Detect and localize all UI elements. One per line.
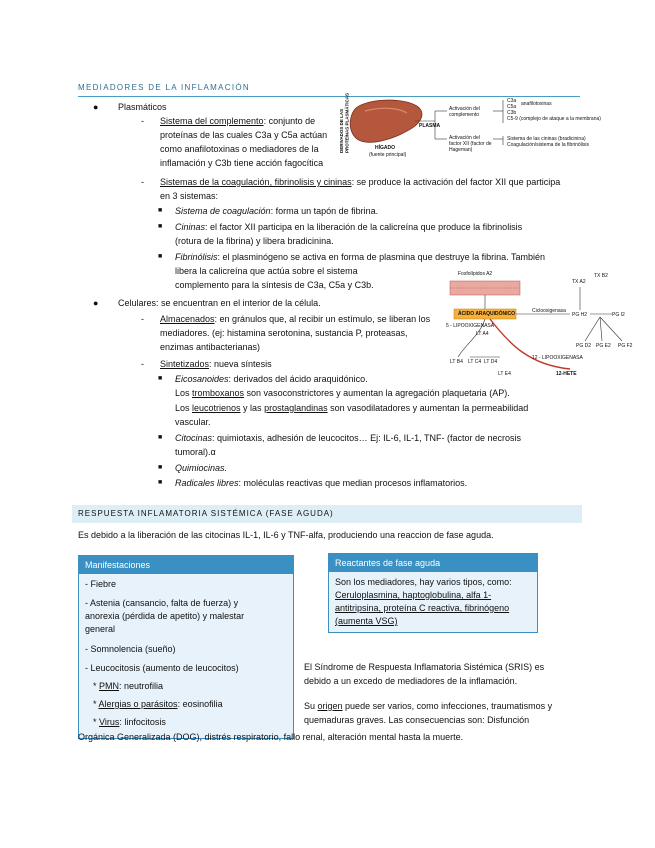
prosta-text: son vasodilatadores y aumentan la permeabilidad <box>327 403 529 413</box>
bullet-dot: ● <box>93 298 99 308</box>
sub1-text: : forma un tapón de fibrina. <box>270 206 379 216</box>
fig2-pgf2: PG F2 <box>618 343 633 349</box>
sint-line <box>160 358 272 371</box>
sris-line1: El Síndrome de Respuesta Inflamatoria Sistémica (SRIS) es <box>304 662 545 672</box>
section-title-respuesta: RESPUESTA INFLAMATORIA SISTÉMICA (FASE AGUDA) <box>72 505 582 523</box>
dash: - <box>141 314 144 324</box>
cito-text: : quimiotaxis, adhesión de leucocitos… Ej: IL-6, IL-1, TNF- (factor de necrosis <box>212 433 521 443</box>
fig2-lte4: LT E4 <box>498 371 511 377</box>
manif-astenia3: general <box>85 624 116 634</box>
sub2-line2: (rotura de la fibrina) y libera bradicinina. <box>175 236 334 246</box>
dash: - <box>141 359 144 369</box>
cito-label: Citocinas <box>175 433 213 443</box>
fig2-pge2: PG E2 <box>596 343 611 349</box>
leuco-mid: y las <box>240 403 265 413</box>
sub3-line1 <box>175 251 545 264</box>
origen-line3: Orgánica Generalizada (DOG), distrés respiratorio, fallo renal, alteración mental hasta la muerte. <box>78 732 464 742</box>
react-line4 <box>335 615 398 628</box>
fig2-pgi2: PG I2 <box>612 312 625 318</box>
section2-intro: Es debido a la liberación de las citocinas IL-1, IL-6 y TNF-alfa, produciendo una reaccion de fase aguda. <box>78 530 494 540</box>
square-bullet: ■ <box>158 253 163 260</box>
fig2-txa2: TX A2 <box>572 279 586 285</box>
complemento-text: : conjunto de <box>263 116 316 126</box>
manif-leucocitosis: - Leucocitosis (aumento de leucocitos) <box>85 663 239 673</box>
fig2-ltb4: LT B4 <box>450 359 463 365</box>
manifestaciones-body <box>79 574 293 738</box>
alm-line3: enzimas antibacterianas) <box>160 342 261 352</box>
leuco-line <box>175 402 528 415</box>
cito-line1 <box>175 432 521 445</box>
coag-label: Sistemas de la coagulación, fibrinolisis y cininas <box>160 177 352 187</box>
complemento-label: Sistema del complemento <box>160 116 264 126</box>
figure-arachidonic <box>440 265 640 381</box>
react-line2 <box>335 589 491 602</box>
fig2-acido: ÁCIDO ARAQUIDÓNICO <box>458 311 516 317</box>
trombo-pre: Los <box>175 388 193 398</box>
react-line4-text: (aumenta VSG) <box>335 616 398 626</box>
radi-text: : moléculas reactivas que median procesos inflamatorios. <box>238 478 468 488</box>
fig1-c3b: C3b <box>507 110 517 116</box>
complemento-line4: inflamación y C3b tiene acción fagocítica <box>160 158 324 168</box>
fig2-lipo5: 5 - LIPOOXIGENASA <box>446 323 495 329</box>
coag-line1 <box>160 176 560 189</box>
alm-label: Almacenados <box>160 314 215 324</box>
radi-label: Radicales libres <box>175 478 239 488</box>
square-bullet: ■ <box>158 375 163 382</box>
pmn-label: PMN <box>99 681 120 691</box>
fig1-act-comp: Activación del complemento <box>449 106 480 118</box>
sub3-label: Fibrinólisis <box>175 252 218 262</box>
fig2-hete: 12-HETE <box>556 371 577 377</box>
sint-label: Sintetizados <box>160 359 210 369</box>
fig2-lipo12: 12 - LIPOOXIGENASA <box>532 355 583 361</box>
sub2-line1 <box>175 221 522 234</box>
alm-text: : en gránulos que, al recibir un estímulo, se liberan los <box>214 314 431 324</box>
fig2-txb2: TX B2 <box>594 273 608 279</box>
leuco-pre: Los <box>175 403 193 413</box>
coag-text: : se produce la activación del factor XII que participa <box>351 177 561 187</box>
fig1-coag: Coagulación/sistema de la fibrinólisis <box>507 142 589 148</box>
eico-line <box>175 373 368 386</box>
liver-shape <box>350 100 422 142</box>
radi-line <box>175 477 467 490</box>
reactantes-header: Reactantes de fase aguda <box>329 554 537 572</box>
fig1-plasma: PLASMA <box>419 123 441 129</box>
reactantes-body <box>329 572 537 632</box>
leuco-label: leucotrienos <box>192 403 241 413</box>
sub3-line3: complemento para la síntesis de C3a, C5a y C3b. <box>175 280 374 290</box>
dash: - <box>141 116 144 126</box>
react-line2-text: Ceruloplasmina, haptoglobulina, alfa 1- <box>335 590 492 600</box>
square-bullet: ■ <box>158 223 163 230</box>
fig1-higado: HÍGADO <box>375 145 395 151</box>
manif-alergias: * Alergias o parásitos: eosinofilia <box>93 699 223 709</box>
fig2-pgd2: PG D2 <box>576 343 592 349</box>
pmn-text: : neutrofilia <box>119 681 164 691</box>
sub2-label: Cininas <box>175 222 206 232</box>
square-bullet: ■ <box>158 207 163 214</box>
manif-astenia2: anorexia (pérdida de apetito) y malestar <box>85 611 245 621</box>
sub3-text: : el plasminógeno se activa en forma de plasmina que destruye la fibrina. También <box>217 252 546 262</box>
alergias-text: : eosinofilia <box>177 699 223 709</box>
manifestaciones-header: Manifestaciones <box>79 556 293 574</box>
square-bullet: ■ <box>158 464 163 471</box>
label-plasmaticos: Plasmáticos <box>118 102 167 112</box>
fig1-c3a: C3a <box>507 98 517 104</box>
square-bullet: ■ <box>158 479 163 486</box>
fig2-ltd4: LT D4 <box>484 359 498 365</box>
fig2-lta4: LT A4 <box>476 331 489 337</box>
cito-line2: tumoral).α <box>175 447 216 457</box>
manifestaciones-box <box>78 555 294 739</box>
trombo-label: tromboxanos <box>192 388 245 398</box>
origen-pre: Su <box>304 701 318 711</box>
vascular-line: vascular. <box>175 417 211 427</box>
coag-line2: en 3 sistemas: <box>160 191 219 201</box>
fig2-ltc4: LT C4 <box>468 359 482 365</box>
react-line3-text: antitripsina, proteína C reactiva, fibrinógeno <box>335 603 510 613</box>
square-bullet: ■ <box>158 434 163 441</box>
dash: - <box>141 177 144 187</box>
figure-plasma-proteins <box>335 92 601 165</box>
complemento-line2: proteínas de las cuales C3a y C5a actúan <box>160 130 328 140</box>
fig2-pgh2: PG H2 <box>572 312 588 318</box>
fig2-ciclo: Ciclooxigenasa <box>532 308 566 314</box>
trombo-text: son vasoconstrictores y aumentan la agregación plaquetaria (AP). <box>244 388 510 398</box>
origen-text: puede ser varios, como infecciones, traumatismos y <box>342 701 553 711</box>
react-line3 <box>335 602 509 615</box>
complemento-line3: como anafilotoxinas o mediadores de la <box>160 144 319 154</box>
quimio-line <box>175 462 227 475</box>
alm-line1 <box>160 313 430 326</box>
sris-line2: debido a un excedo de mediadores de la inflamación. <box>304 676 518 686</box>
section-title-mediadores: MEDIADORES DE LA INFLAMACIÓN <box>78 82 580 97</box>
manif-pmn: * PMN: neutrofilia <box>93 681 164 691</box>
fig1-anafilo: anafilotoxinas <box>521 101 552 107</box>
prosta-label: prostaglandinas <box>264 403 328 413</box>
fig1-act-xii: Activación del factor XII (factor de Hageman) <box>449 135 492 153</box>
label-celulares: Celulares: se encuentran en el interior de la célula. <box>118 298 321 308</box>
arrow-hete <box>490 319 570 369</box>
sub1-line <box>175 205 378 218</box>
reactantes-box <box>328 553 538 633</box>
sub3-line2: libera la calicreína que actúa sobre el sistema <box>175 266 358 276</box>
origen-line1 <box>304 700 552 713</box>
manif-virus: * Virus: linfocitosis <box>93 717 166 727</box>
origen-line2: quemaduras graves. Las consecuencias son: Disfunción <box>304 715 530 725</box>
origen-label: origen <box>317 701 343 711</box>
manif-somno: - Somnolencia (sueño) <box>85 644 176 654</box>
fig1-higado-sub: (fuente principal) <box>369 152 407 158</box>
virus-text: : linfocitosis <box>119 717 166 727</box>
sub2-text: : el factor XII participa en la liberación de la calicreína que produce la fibrinolisis <box>205 222 523 232</box>
complemento-line1 <box>160 115 315 128</box>
sint-text: : nueva síntesis <box>209 359 272 369</box>
fig1-side-label: DERIVADOS DE LAS PROTEÍNAS PLASMÁTICAS <box>339 92 350 153</box>
sub1-label: Sistema de coagulación <box>175 206 271 216</box>
manif-fiebre: - Fiebre <box>85 579 117 589</box>
eico-text: : derivados del ácido araquidónico. <box>228 374 368 384</box>
fig1-c5a: C5a <box>507 104 517 110</box>
quimio-label: Quimiocinas. <box>175 463 228 473</box>
fig1-cininas: Sistema de las cininas (bradicinina) <box>507 136 586 142</box>
alergias-label: Alergias o parásitos <box>98 699 178 709</box>
eico-label: Eicosanoides <box>175 374 229 384</box>
alm-line2: mediadores. (ej: histamina serotonina, sustancia P, proteasas, <box>160 328 408 338</box>
virus-label: Virus <box>99 717 120 727</box>
fig2-fosfo: Fosfolípidos A2 <box>458 271 493 277</box>
bullet-dot: ● <box>93 102 99 112</box>
fig1-c5b9: C5-9 (complejo de ataque a la membrana) <box>507 116 601 122</box>
manif-astenia1: - Astenia (cansancio, falta de fuerza) y <box>85 598 239 608</box>
react-line1: Son los mediadores, hay varios tipos, como: <box>335 577 512 587</box>
trombo-line <box>175 387 510 400</box>
